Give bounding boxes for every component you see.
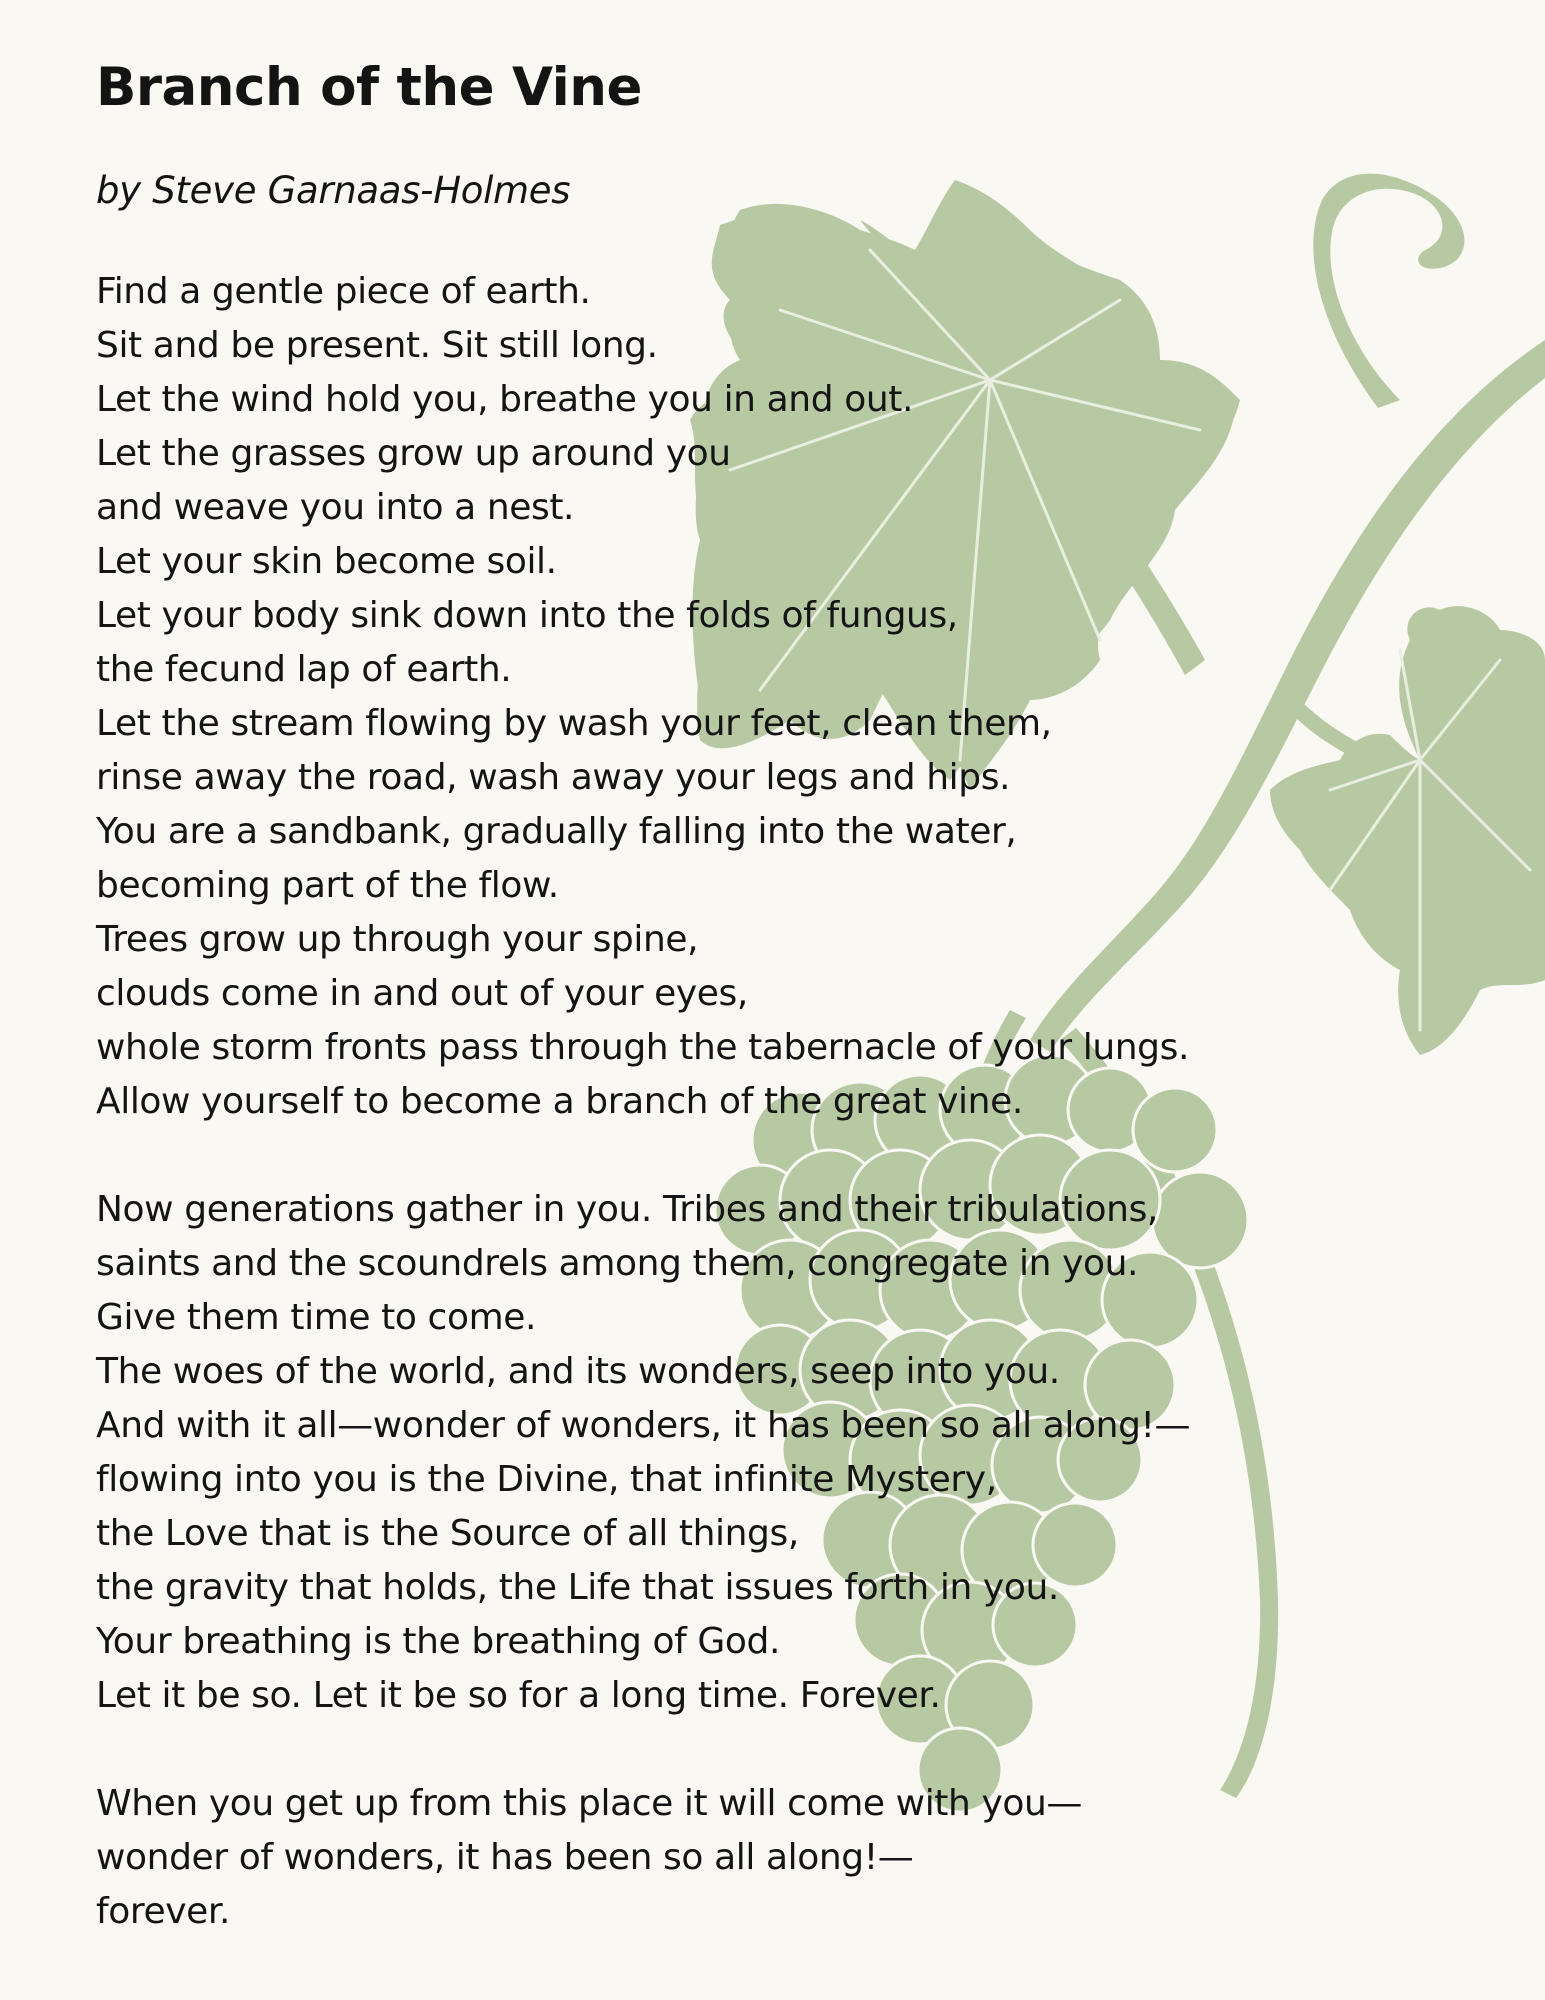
poem-line: clouds come in and out of your eyes, [96,973,748,1015]
poem-line: You are a sandbank, gradually falling into the water, [96,811,1017,853]
poem-line: Trees grow up through your spine, [96,919,699,961]
poem-line: whole storm fronts pass through the tabernacle of your lungs. [96,1027,1190,1069]
poem-line: forever. [96,1891,231,1933]
poem-line: Let it be so. Let it be so for a long time. Forever. [96,1675,941,1717]
stanza-1 [96,265,1476,1129]
poem-line: saints and the scoundrels among them, congregate in you. [96,1243,1139,1285]
poem-line: the fecund lap of earth. [96,649,512,691]
poem-document [96,58,1476,1939]
poem-line: flowing into you is the Divine, that infinite Mystery, [96,1459,997,1501]
poem-line: Let the wind hold you, breathe you in and out. [96,379,914,421]
poem-line: Sit and be present. Sit still long. [96,325,658,367]
poem-line: Let your body sink down into the folds of fungus, [96,595,958,637]
poem-line: Now generations gather in you. Tribes and their tribulations, [96,1189,1158,1231]
poem-line: Let the stream flowing by wash your feet, clean them, [96,703,1052,745]
poem-line: When you get up from this place it will come with you— [96,1783,1083,1825]
poem-line: the Love that is the Source of all things, [96,1513,799,1555]
poem-line: Give them time to come. [96,1297,537,1339]
poem-line: Let your skin become soil. [96,541,557,583]
poem-line: Find a gentle piece of earth. [96,271,591,313]
poem-line: and weave you into a nest. [96,487,575,529]
poem-line: The woes of the world, and its wonders, seep into you. [96,1351,1060,1393]
stanza-2 [96,1183,1476,1723]
stanza-3 [96,1777,1476,1939]
poem-line: Let the grasses grow up around you [96,433,731,475]
poem-line: becoming part of the flow. [96,865,559,907]
poem-author: by Steve Garnaas-Holmes [96,168,571,212]
poem-line: the gravity that holds, the Life that issues forth in you. [96,1567,1059,1609]
poem-line: Your breathing is the breathing of God. [96,1621,781,1663]
poem-line: wonder of wonders, it has been so all along!— [96,1837,914,1879]
poem-line: And with it all—wonder of wonders, it has been so all along!— [96,1405,1191,1447]
poem-line: Allow yourself to become a branch of the great vine. [96,1081,1023,1123]
poem-line: rinse away the road, wash away your legs and hips. [96,757,1011,799]
poem-title: Branch of the Vine [96,57,642,118]
